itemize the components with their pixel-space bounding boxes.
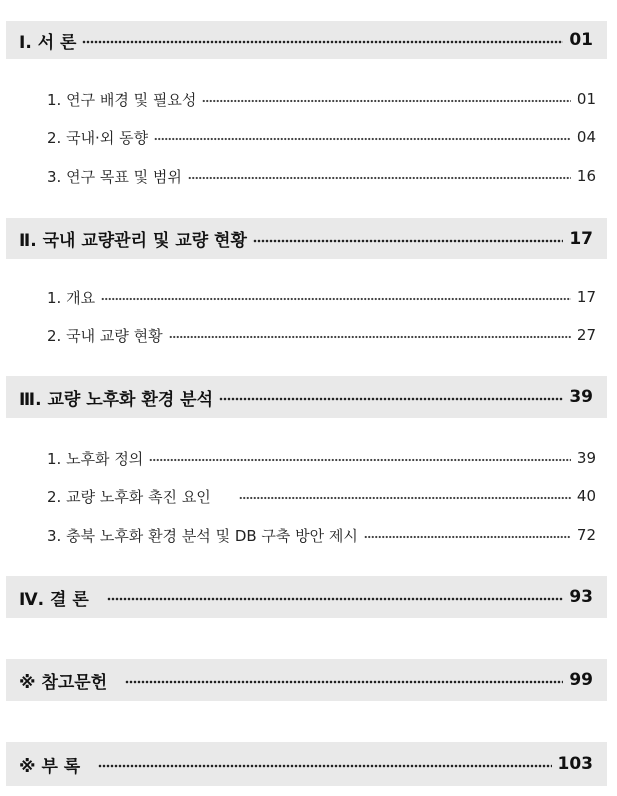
item-page: 04 xyxy=(576,128,596,146)
references-page: 99 xyxy=(569,670,593,690)
dot-leader xyxy=(125,679,563,685)
toc-item-2-1[interactable] xyxy=(47,286,596,308)
item-label: 3. 연구 목표 및 범위 xyxy=(47,167,182,186)
item-label: 2. 국내 교량 현황 xyxy=(47,326,163,345)
toc-item-3-3[interactable] xyxy=(47,524,596,546)
dot-leader xyxy=(107,596,564,602)
appendix-page: 103 xyxy=(557,754,593,774)
dot-leader xyxy=(82,39,563,45)
item-page: 01 xyxy=(576,90,596,108)
toc-item-3-2[interactable] xyxy=(47,485,596,507)
toc-item-1-2[interactable] xyxy=(47,126,596,148)
item-label: 3. 충북 노후화 환경 분석 및 DB 구축 방안 제시 xyxy=(47,526,358,545)
dot-leader xyxy=(101,296,571,302)
toc-item-1-1[interactable] xyxy=(47,88,596,110)
chapter-1-title: Ⅰ. 서 론 xyxy=(19,32,77,53)
dot-leader xyxy=(239,495,571,501)
item-label: 2. 국내·외 동향 xyxy=(47,128,149,147)
toc-chapter-3[interactable] xyxy=(19,376,593,418)
item-label: 1. 연구 배경 및 필요성 xyxy=(47,90,197,109)
toc-item-2-2[interactable] xyxy=(47,324,596,346)
dot-leader xyxy=(149,457,571,463)
chapter-1-page: 01 xyxy=(569,30,593,50)
item-label: 1. 개요 xyxy=(47,288,96,307)
chapter-2-page: 17 xyxy=(569,228,593,249)
toc-item-1-3[interactable] xyxy=(47,165,596,187)
toc-references[interactable] xyxy=(19,659,593,701)
dot-leader xyxy=(169,334,571,340)
dot-leader xyxy=(219,396,563,402)
chapter-3-page: 39 xyxy=(569,387,593,407)
item-page: 27 xyxy=(576,326,596,344)
item-page: 16 xyxy=(576,167,596,185)
toc-chapter-4[interactable] xyxy=(19,576,593,618)
dot-leader xyxy=(253,238,563,244)
item-page: 39 xyxy=(576,449,596,467)
item-label: 2. 교량 노후화 촉진 요인 xyxy=(47,487,211,506)
references-title: ※ 참고문헌 xyxy=(19,672,108,693)
toc-appendix[interactable] xyxy=(19,742,593,786)
toc-chapter-2[interactable] xyxy=(19,218,593,259)
item-page: 40 xyxy=(576,487,596,505)
dot-leader xyxy=(188,175,571,181)
item-label: 1. 노후화 정의 xyxy=(47,449,144,468)
chapter-2-title: Ⅱ. 국내 교량관리 및 교량 현황 xyxy=(19,231,247,251)
chapter-4-page: 93 xyxy=(569,587,593,607)
item-page: 17 xyxy=(576,288,596,306)
appendix-title: ※ 부 록 xyxy=(19,756,81,777)
dot-leader xyxy=(98,763,551,769)
chapter-4-title: Ⅳ. 결 론 xyxy=(19,589,89,610)
toc-chapter-1[interactable] xyxy=(19,21,593,59)
dot-leader xyxy=(364,534,571,540)
dot-leader xyxy=(202,98,571,104)
dot-leader xyxy=(154,136,571,142)
item-page: 72 xyxy=(576,526,596,544)
chapter-3-title: Ⅲ. 교량 노후화 환경 분석 xyxy=(19,389,213,410)
toc-item-3-1[interactable] xyxy=(47,447,596,469)
